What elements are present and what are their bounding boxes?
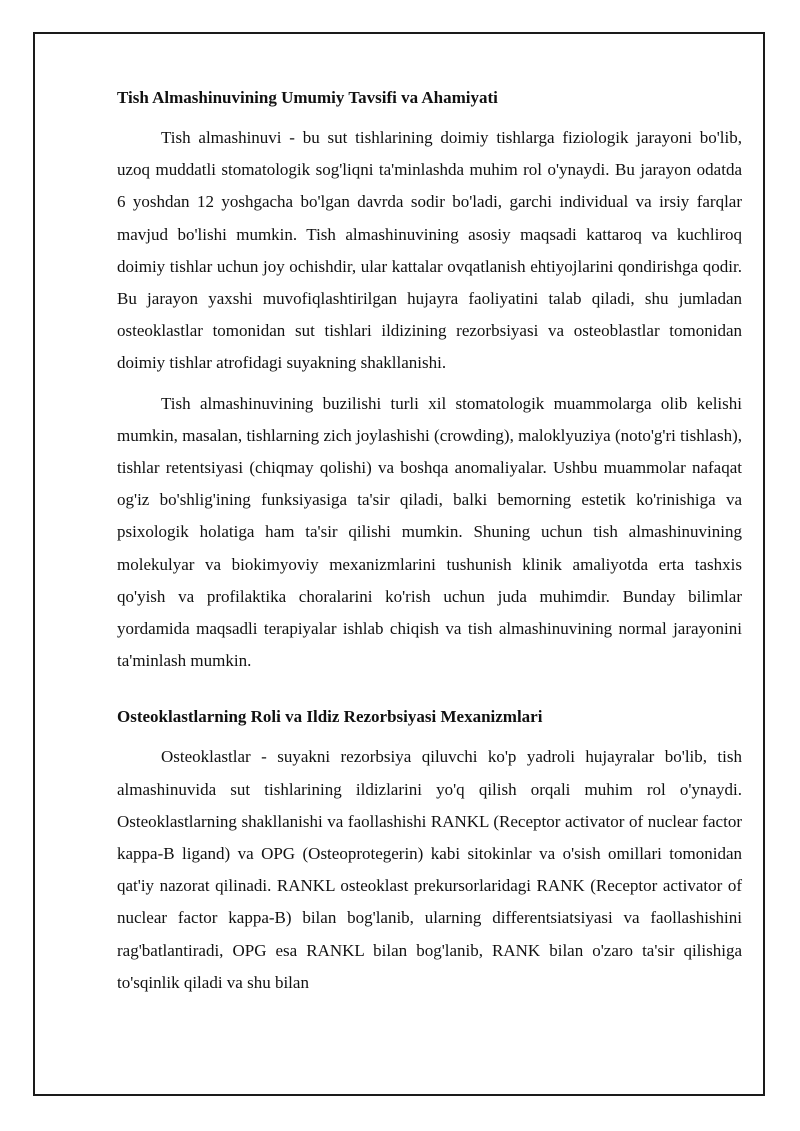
paragraph: Tish almashinuvi - bu sut tishlarining doimiy tishlarga fiziologik jarayoni bo'lib, uzoq muddatli stomatologik sog'liqni ta'minlashda muhim rol o'ynaydi. Bu jarayon odatda 6 yoshdan 12 yoshgacha bo'lgan davrda sodir bo'ladi, garchi individual va irsiy farqlar mavjud bo'lishi mumkin. Tish almashinuvining asosiy maqsadi kattaroq va kuchliroq doimiy tishlar uchun joy ochishdir, ular kattalar ovqatlanish ehtiyojlarini qondirishga qodir. Bu jarayon yaxshi muvofiqlashtirilgan hujayra faoliyatini talab qiladi, shu jumladan osteoklastlar tomonidan sut tishlari ildizining rezorbsiyasi va osteoblastlar tomonidan doimiy tishlar atrofidagi suyakning shakllanishi. [117,128,742,373]
section-heading: Tish Almashinuvining Umumiy Tavsifi va Ahamiyati [117,88,498,107]
paragraph: Tish almashinuvining buzilishi turli xil stomatologik muammolarga olib kelishi mumkin, masalan, tishlarning zich joylashishi (crowding), maloklyuziya (noto'g'ri tishlash), tishlar retentsiyasi (chiqmay qolishi) va boshqa anomaliyalar. Ushbu muammolar nafaqat og'iz bo'shlig'ining funksiyasiga ta'sir qiladi, balki bemorning estetik ko'rinishiga va psixologik holatiga ham ta'sir qilishi mumkin. Shuning uchun tish almashinuvining molekulyar va biokimyoviy mexanizmlarini tushunish klinik amaliyotda erta tashxis qo'yish va profilaktika choralarini ko'rish uchun juda muhimdir. Bunday bilimlar yordamida maqsadli terapiyalar ishlab chiqish va tish almashinuvining normal jarayonini ta'minlash mumkin. [117,393,742,671]
document-body [117,86,742,1007]
paragraph: Osteoklastlar - suyakni rezorbsiya qiluvchi ko'p yadroli hujayralar bo'lib, tish almashinuvida sut tishlarining ildizlarini yo'q qilish orqali muhim rol o'ynaydi. Osteoklastlarning shakllanishi va faollashishi RANKL (Receptor activator of nuclear factor kappa-B ligand) va OPG (Osteoprotegerin) kabi sitokinlar va o'sish omillari tomonidan qat'iy nazorat qilinadi. RANKL osteoklast prekursorlaridagi RANK (Receptor activator of nuclear factor kappa-B) bilan bog'lanib, ularning differentsiatsiyasi va faollashishini rag'batlantiradi, OPG esa RANKL bilan bog'lanib, RANK bilan o'zaro ta'sir qilishiga to'sqinlik qiladi va shu bilan [117,747,742,992]
section-heading: Osteoklastlarning Roli va Ildiz Rezorbsiyasi Mexanizmlari [117,707,543,727]
